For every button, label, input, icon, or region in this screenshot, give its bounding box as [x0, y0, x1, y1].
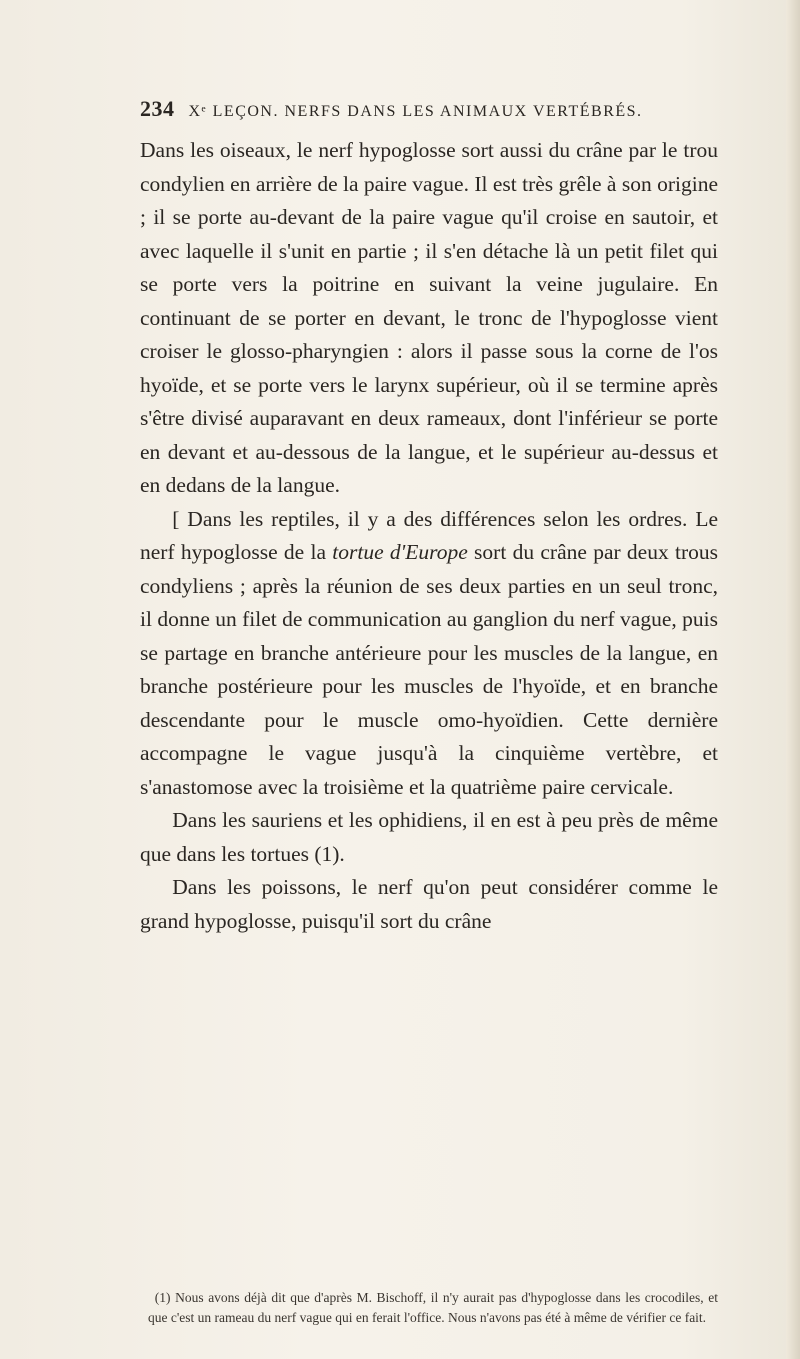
running-title: Xᵉ LEÇON. NERFS DANS LES ANIMAUX VERTÉBRÉS. — [188, 103, 643, 120]
paragraph-reptiles — [140, 503, 718, 805]
page-edge — [786, 0, 800, 1359]
paragraph-fishes: Dans les poissons, le nerf qu'on peut considérer comme le grand hypoglosse, puisqu'il sort du crâne — [140, 875, 718, 933]
paragraph-birds: Dans les oiseaux, le nerf hypoglosse sort aussi du crâne par le trou condylien en arrière de la paire vague. Il est très grêle à son origine ; il se porte au-devant de la paire vague qu'il croise en sautoir, et avec laquelle il s'unit en partie ; il s'en détache là un petit filet qui se porte vers la poitrine en suivant la veine jugulaire. En continuant de se porter en devant, le tronc de l'hypoglosse vient croiser le glosso-pharyngien : alors il passe sous la corne de l'os hyoïde, et se porte vers le larynx supérieur, où il se termine après s'être divisé auparavant en deux rameaux, dont l'inférieur se porte en devant et au-dessous de la langue, et le supérieur au-dessus et en dedans de la langue. — [140, 138, 718, 497]
paragraph-reptiles-end: sort du crâne par deux trous condyliens ; après la réunion de ses deux parties en un seul tronc, il donne un filet de communication au ganglion du nerf vague, puis se partage en branche antérieure pour les muscles de la langue, en branche postérieure pour les muscles de l'hyoïde, et en branche descendante pour le muscle omo-hyoïdien. Cette dernière accompagne le vague jusqu'à la cinquième vertèbre, et s'anastomose avec la troisième et la quatrième paire cervicale. — [140, 540, 718, 799]
paragraph-reptiles-start: [ Dans les reptiles, il y a des différences selon les ordres. Le nerf hypoglosse de la — [140, 506, 718, 564]
body-text — [140, 134, 718, 938]
italic-species: tortue d'Europe — [332, 540, 468, 564]
footnote — [148, 1288, 718, 1328]
page-number: 234 — [140, 96, 175, 121]
paragraph-saurians: Dans les sauriens et les ophidiens, il en est à peu près de même que dans les tortues (1). — [140, 808, 718, 866]
footnote-text: (1) Nous avons déjà dit que d'après M. Bischoff, il n'y aurait pas d'hypoglosse dans les crocodiles, et que c'est un rameau du nerf vague qui en ferait l'office. Nous n'avons pas été à même de vérifier ce fait. — [148, 1290, 718, 1325]
page-header — [140, 96, 700, 122]
